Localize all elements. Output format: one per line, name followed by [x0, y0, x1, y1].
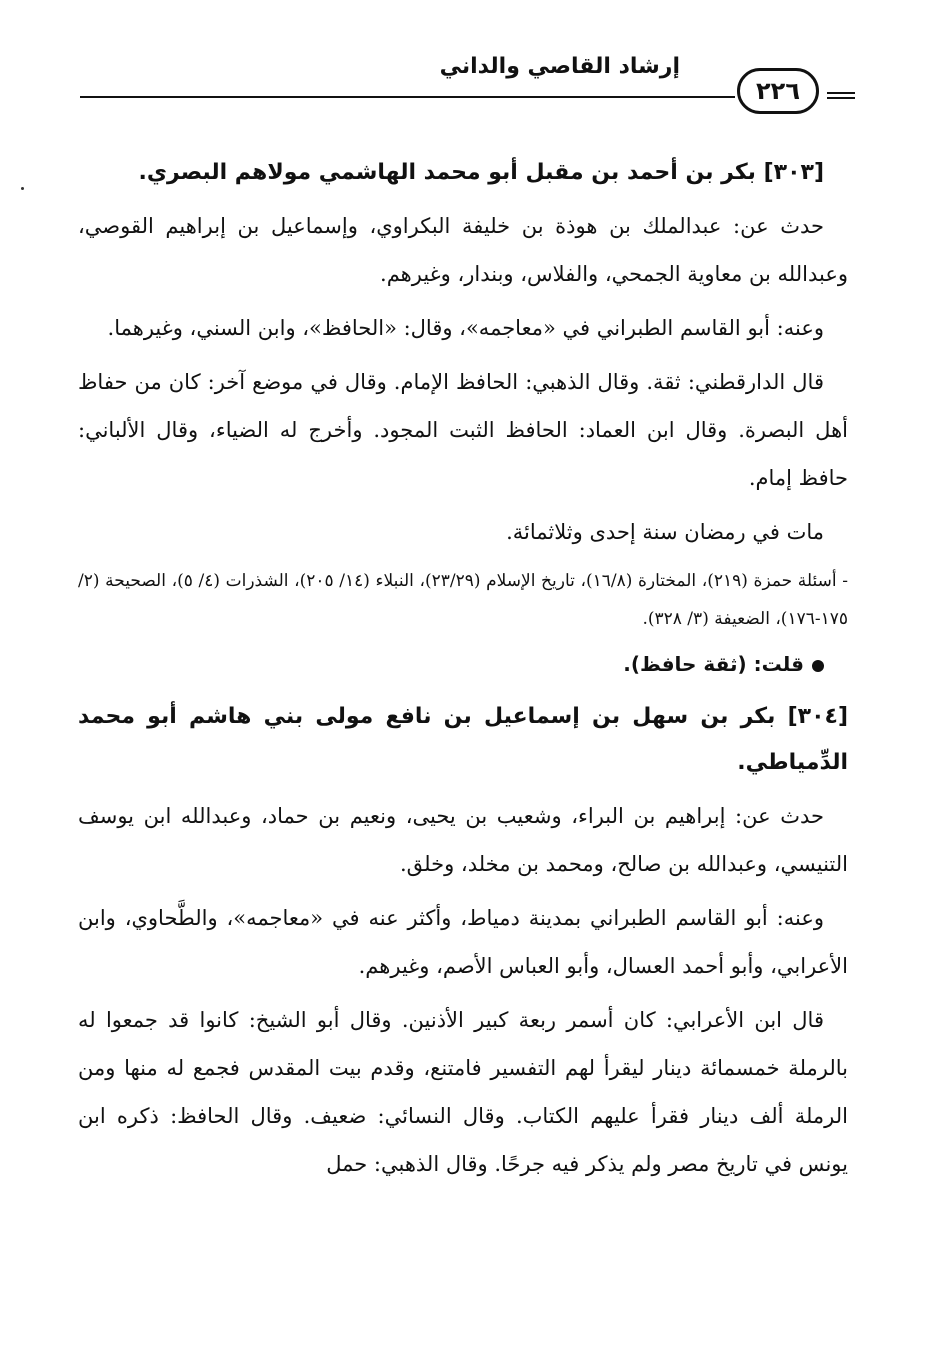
entry-heading: [٣٠٤] بكر بن سهل بن إسماعيل بن نافع مولى بني هاشم أبو محمد الدِّمياطي.	[78, 704, 848, 775]
header-rule	[80, 96, 735, 98]
running-title: إرشاد القاصي والداني	[439, 54, 680, 79]
bullet-icon	[812, 660, 824, 672]
page-header	[80, 52, 855, 112]
page-body	[78, 150, 848, 1194]
page-number-badge: ٢٢٦	[737, 68, 819, 114]
scan-speck	[21, 187, 24, 190]
header-rule-short	[827, 92, 855, 99]
paragraph-narrated-by: وعنه: أبو القاسم الطبراني في «معاجمه»، وقال: «الحافظ»، وابن السني، وغيرهما.	[107, 316, 824, 340]
paragraph-narrated-from: حدث عن: إبراهيم بن البراء، وشعيب بن يحيى، ونعيم بن حماد، وعبدالله ابن يوسف التنيسي، وعبدالله بن صالح، ومحمد بن مخلد، وخلق.	[78, 804, 848, 876]
references: - أسئلة حمزة (٢١٩)، المختارة (١٦/٨)، تاريخ الإسلام (٢٣/٢٩)، النبلاء (١٤/ ٢٠٥)، الشذرات (٤/ ٥)، الصحيحة (٢/ ١٧٥-١٧٦)، الضعيفة (٣/ ٣٢٨).	[78, 571, 848, 629]
paragraph-death: مات في رمضان سنة إحدى وثلاثمائة.	[506, 520, 824, 544]
entry-heading: [٣٠٣] بكر بن أحمد بن مقبل أبو محمد الهاشمي مولاهم البصري.	[138, 160, 824, 185]
verdict-text: قلت: (ثقة حافظ).	[623, 652, 804, 676]
paragraph-narrated-by: وعنه: أبو القاسم الطبراني بمدينة دمياط، وأكثر عنه في «معاجمه»، والطَّحاوي، وابن الأعرابي، وأبو أحمد العسال، وأبو العباس الأصم، وغيرهم.	[78, 906, 848, 978]
verdict	[78, 644, 848, 684]
paragraph-narrated-from: حدث عن: عبدالملك بن هوذة بن خليفة البكراوي، وإسماعيل بن إبراهيم القوصي، وعبدالله بن معاوية الجمحي، والفلاس، وبندار، وغيرهم.	[78, 214, 848, 286]
paragraph-assessments: قال ابن الأعرابي: كان أسمر ربعة كبير الأذنين. وقال أبو الشيخ: كانوا قد جمعوا له بالرملة خمسمائة دينار ليقرأ لهم التفسير فامتنع، وقدم بيت المقدس فجمع له منها ومن الرملة ألف دينار فقرأ عليهم الكتاب. وقال النسائي: ضعيف. وقال الحافظ: ذكره ابن يونس في تاريخ مصر ولم يذكر فيه جرحًا. وقال الذهبي: حمل	[78, 1008, 848, 1176]
paragraph-assessments: قال الدارقطني: ثقة. وقال الذهبي: الحافظ الإمام. وقال في موضع آخر: كان من حفاظ أهل البصرة. وقال ابن العماد: الحافظ الثبت المجود. وأخرج له الضياء، وقال الألباني: حافظ إمام.	[78, 370, 848, 490]
